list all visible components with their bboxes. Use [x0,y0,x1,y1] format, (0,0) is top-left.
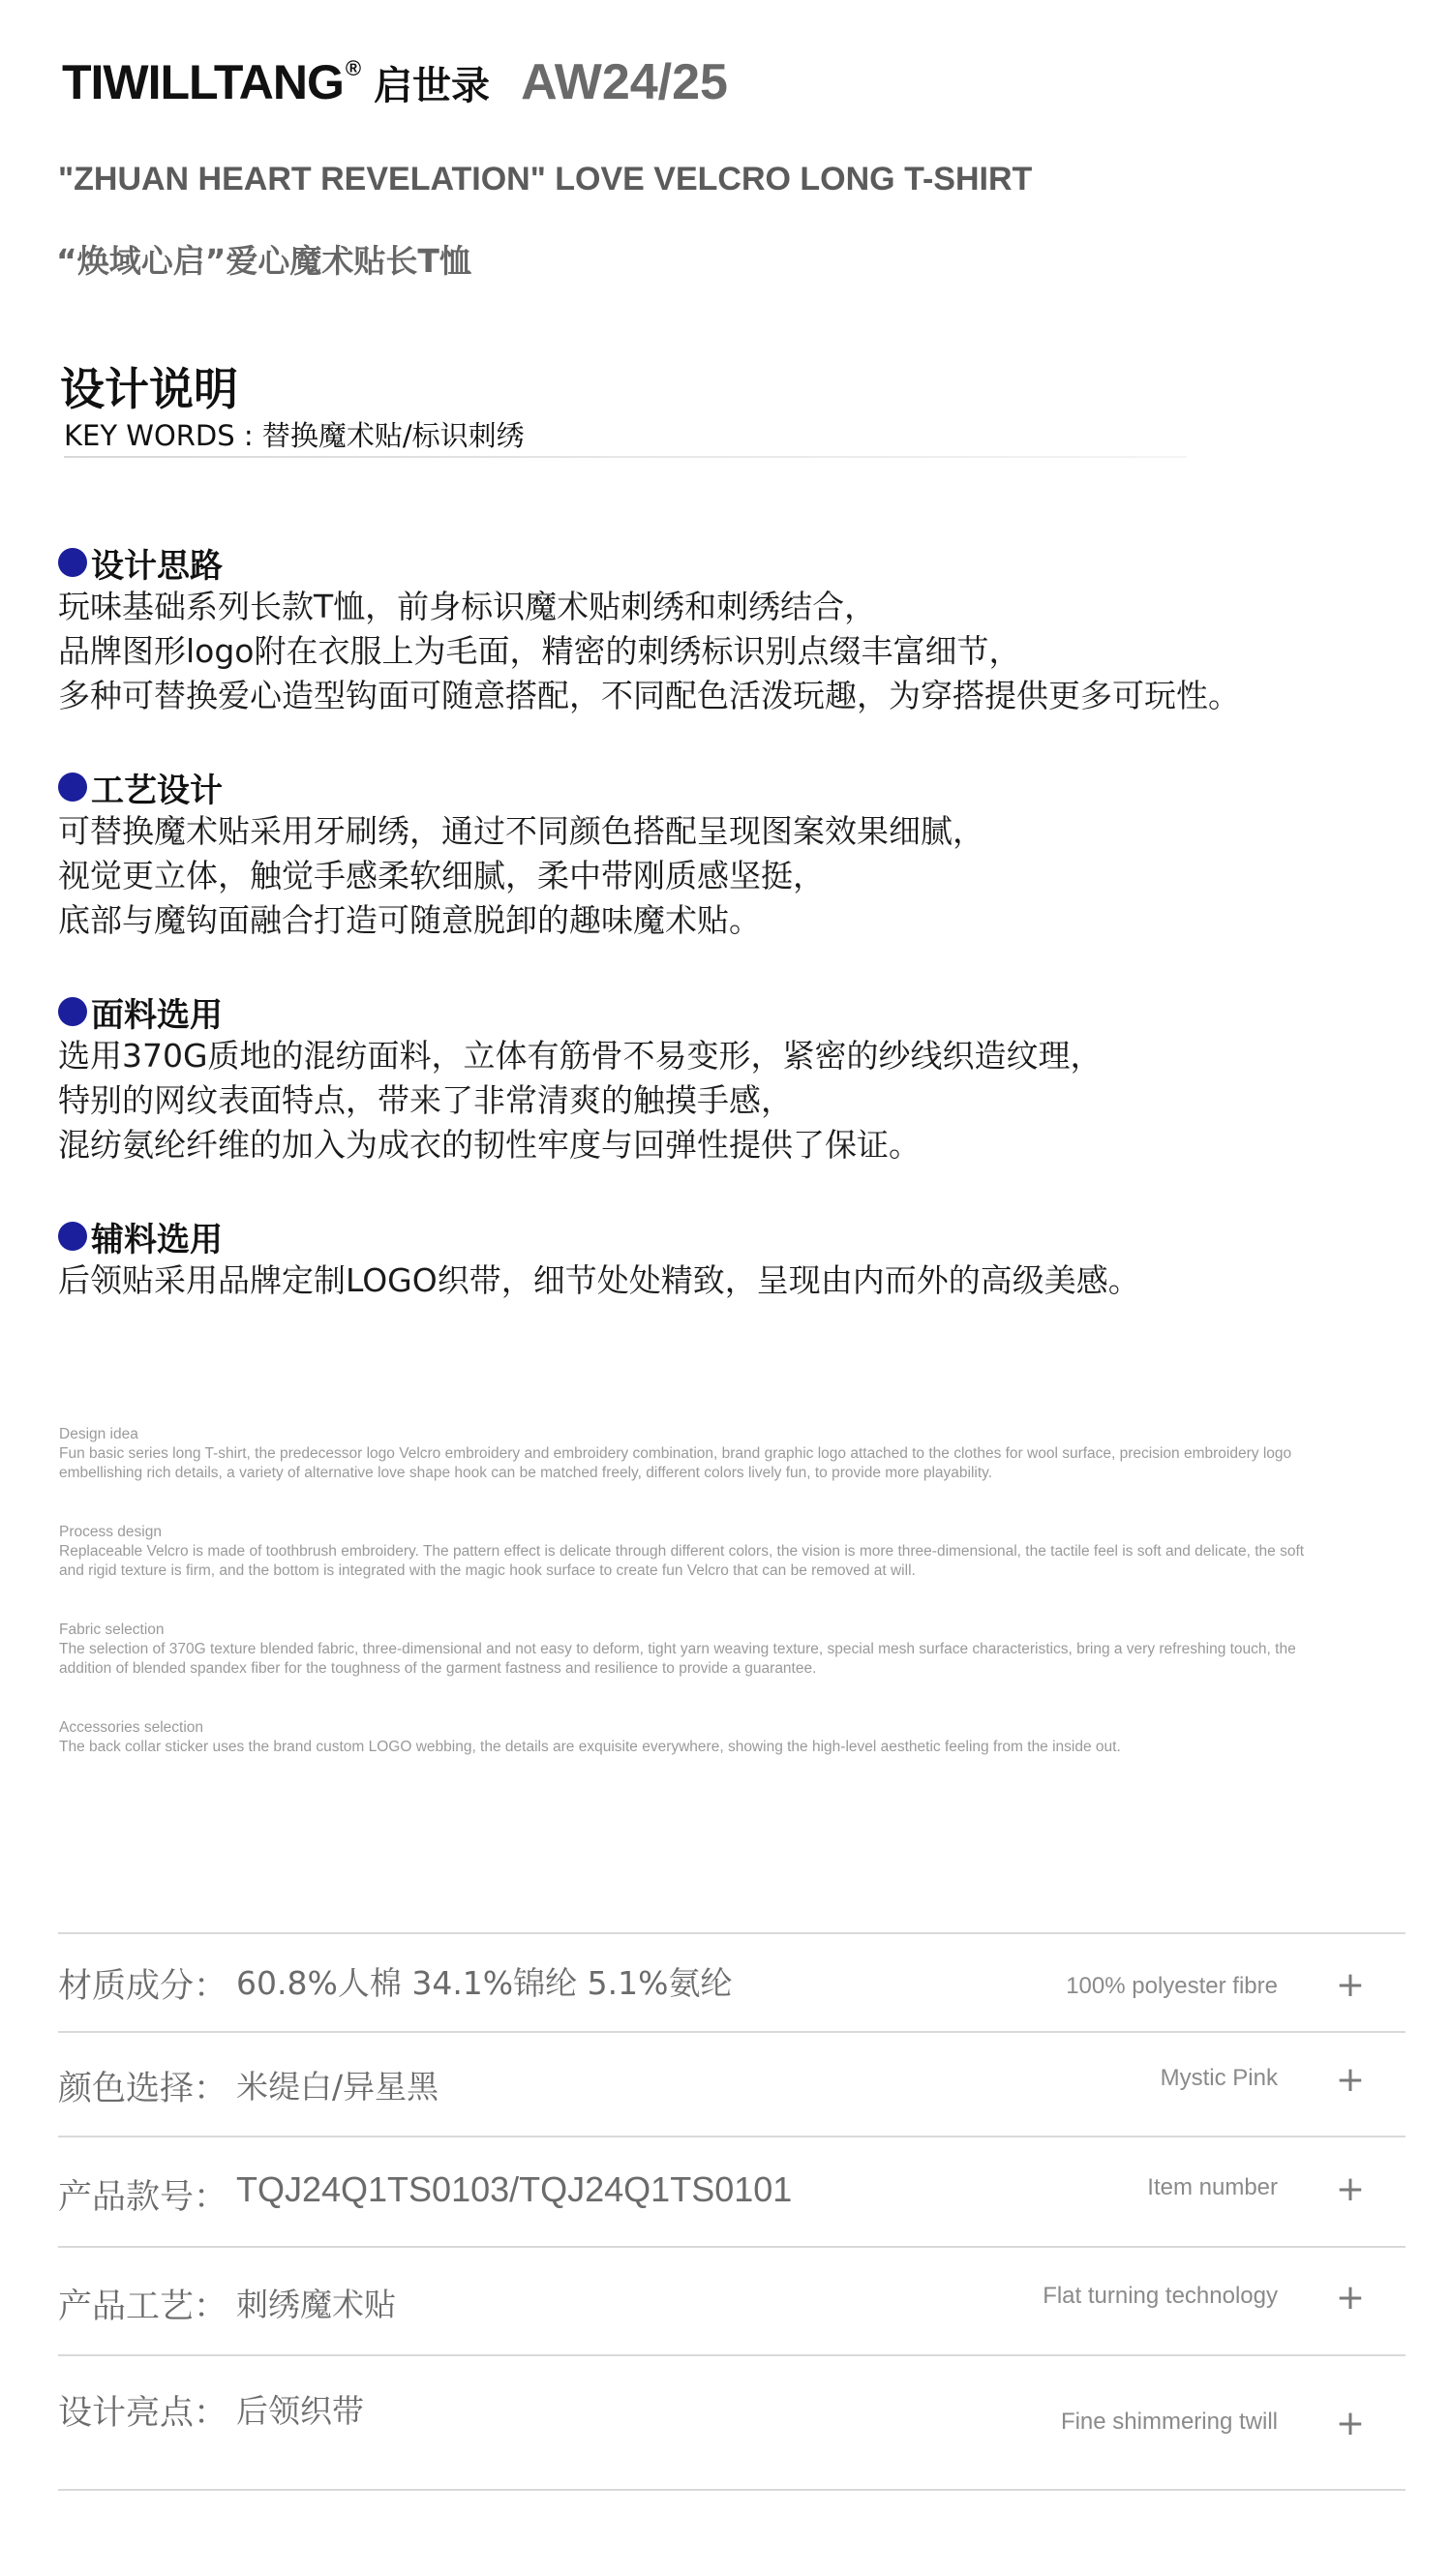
accessories-selection-title [58,1214,1413,1258]
attribute-row-material[interactable] [58,1952,1404,2010]
brand-name-cn: 启世录 [374,64,491,108]
design-idea-title [58,540,1413,585]
process-design-title [58,765,1413,809]
attribute-divider [58,2246,1406,2248]
fabric-selection-title-text: 面料选用 [91,995,223,1035]
accessories-selection-title-text: 辅料选用 [91,1220,223,1259]
attribute-value: TQJ24Q1TS0103/TQJ24Q1TS0101 [236,2169,793,2209]
brand-logo-text: TIWILLTANG [62,55,344,109]
attribute-divider [58,2489,1406,2491]
bullet-dot-icon [58,773,87,802]
en-accessories-selection-text: The back collar sticker uses the brand custom LOGO webbing, the details are exquisite everywhere, showing the high-level aesthetic feeling from the inside out. [59,1739,1121,1755]
expand-plus-icon[interactable]: + [1335,1965,1365,2005]
attribute-divider [58,2354,1406,2356]
brand-logo [62,54,360,110]
attribute-label: 材质成分： [58,1967,228,2006]
attribute-en-label: Mystic Pink [1160,2065,1278,2091]
en-design-idea-text: Fun basic series long T-shirt, the predecessor logo Velcro embroidery and embroidery combination, brand graphic logo attached to the clothes for wool surface, precision embroidery logo embellishing rich details, a variety of alternative love shape hook can be matched freely, different colors lively fun, to provide more playability. [59,1445,1292,1481]
design-notes-heading: 设计说明 [60,363,238,415]
process-design-line: 可替换魔术贴采用牙刷绣，通过不同颜色搭配呈现图案效果细腻， [58,812,984,850]
attribute-value: 60.8%人棉 34.1%锦纶 5.1%氨纶 [236,1964,733,2002]
keywords-divider [64,456,1187,458]
product-title-en: "ZHUAN HEART REVELATION" LOVE VELCRO LONG T-SHIRT [58,161,1033,197]
process-design-section [58,765,1413,943]
en-design-idea [59,1425,1332,1483]
expand-plus-icon[interactable]: + [1335,2404,1365,2443]
fabric-selection-section [58,989,1413,1167]
attribute-en-label: Flat turning technology [1043,2283,1278,2309]
design-idea-line: 多种可替换爱心造型钩面可随意搭配，不同配色活泼玩趣，为穿搭提供更多可玩性。 [58,677,1240,714]
attribute-divider [58,2031,1406,2033]
attribute-value: 刺绣魔术贴 [236,2286,396,2323]
attribute-row-highlight[interactable] [58,2381,1404,2443]
fabric-selection-line: 选用370G质地的混纺面料，立体有筋骨不易变形，紧密的纱线织造纹理， [58,1037,1103,1075]
en-fabric-selection-text: The selection of 370G texture blended fabric, three-dimensional and not easy to deform, tight yarn weaving texture, special mesh surface characteristics, bring a very refreshing touch, the addition of blended spandex fiber for the toughness of the garment fastness and resilience to provide a guarantee. [59,1641,1296,1677]
season-label: AW24/25 [521,54,728,110]
accessories-selection-section [58,1214,1413,1303]
process-design-line: 视觉更立体，触觉手感柔软细腻，柔中带刚质感坚挺， [58,857,825,894]
fabric-selection-line: 混纺氨纶纤维的加入为成衣的韧性牢度与回弹性提供了保证。 [58,1126,921,1164]
attribute-divider [58,1932,1406,1934]
en-process-design-text: Replaceable Velcro is made of toothbrush embroidery. The pattern effect is delicate through different colors, the vision is more three-dimensional, the tactile feel is soft and delicate, the soft and rigid texture is firm, and the bottom is integrated with the magic hook surface to create fun Velcro that can be removed at will. [59,1543,1305,1579]
en-fabric-selection-title: Fabric selection [59,1621,165,1638]
bullet-dot-icon [58,1222,87,1251]
expand-plus-icon[interactable]: + [1335,2278,1365,2318]
attribute-en-label: Fine shimmering twill [1060,2409,1278,2435]
brand-header [62,53,728,111]
expand-plus-icon[interactable]: + [1335,2060,1365,2100]
attribute-value: 后领织带 [236,2392,364,2430]
accessories-selection-line: 后领贴采用品牌定制LOGO织带，细节处处精致，呈现由内而外的高级美感。 [58,1261,1140,1299]
keywords-line: KEY WORDS : 替换魔术贴/标识刺绣 [64,419,525,452]
en-process-design [59,1523,1332,1581]
product-title-cn: “焕域心启”爱心魔术贴长T恤 [56,242,471,280]
attribute-label: 产品工艺： [58,2288,228,2326]
attribute-value: 米缇白/异星黑 [236,2068,439,2106]
registered-mark: ® [345,56,361,81]
process-design-line: 底部与魔钩面融合打造可随意脱卸的趣味魔术贴。 [58,901,761,939]
attribute-label: 颜色选择： [58,2070,228,2108]
attribute-row-item-number[interactable] [58,2163,1404,2221]
attribute-row-color[interactable] [58,2053,1404,2111]
bullet-dot-icon [58,548,87,577]
attribute-divider [58,2136,1406,2137]
attribute-en-label: Item number [1147,2174,1278,2200]
en-design-idea-title: Design idea [59,1426,138,1442]
design-idea-line: 品牌图形logo附在衣服上为毛面，精密的刺绣标识别点缀丰富细节， [58,632,1021,670]
expand-plus-icon[interactable]: + [1335,2169,1365,2209]
attribute-label: 产品款号： [58,2178,228,2217]
en-process-design-title: Process design [59,1524,162,1540]
design-idea-line: 玩味基础系列长款T恤，前身标识魔术贴刺绣和刺绣结合， [58,588,877,625]
en-accessories-selection-title: Accessories selection [59,1719,204,1736]
design-idea-title-text: 设计思路 [91,546,223,586]
fabric-selection-title [58,989,1413,1034]
fabric-selection-line: 特别的网纹表面特点，带来了非常清爽的触摸手感， [58,1081,793,1119]
attribute-en-label: 100% polyester fibre [1066,1973,1278,1999]
bullet-dot-icon [58,997,87,1026]
design-idea-section [58,540,1413,718]
process-design-title-text: 工艺设计 [91,771,223,810]
en-fabric-selection [59,1621,1332,1679]
en-accessories-selection [59,1718,1332,1757]
attribute-row-craft[interactable] [58,2271,1404,2329]
attribute-label: 设计亮点： [58,2394,228,2433]
